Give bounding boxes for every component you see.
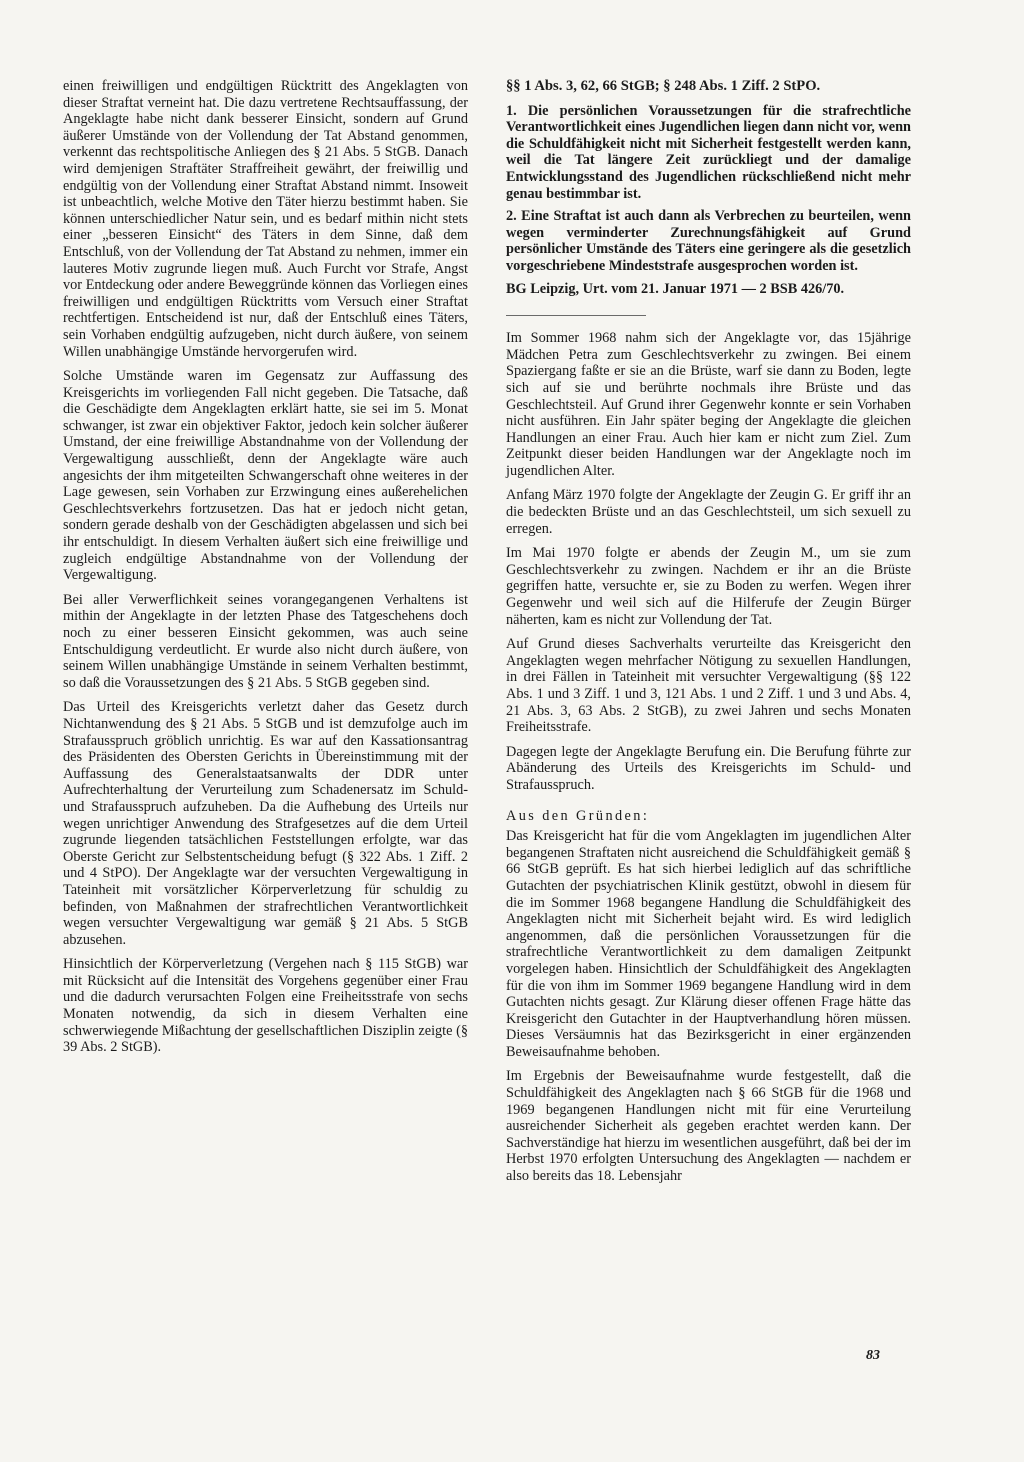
facts-paragraph: Im Mai 1970 folgte er abends der Zeugin M., um sie zum Geschlechtsverkehr zu zwingen. Nachdem er ihr an die Brüste gegriffen hatte, versuchte er, sie zu Boden zu werfen. Wegen ihrer Gegenwehr und weil sich auf die Hilferufe der Zeugin Bürger näherten, kam es nicht zur Vollendung der Tat. (506, 545, 911, 628)
paragraph: Bei aller Verwerflichkeit seines vorangegangenen Verhaltens ist mithin der Angeklagte in der letzten Phase des Tatgeschehens doch noch zu einer besseren Einsicht gekommen, was auch seine Entschuldigung verdeutlicht. Er wurde also nicht durch äußere, von seinem Willen unabhängige Umstände in seinem Verhalten bestimmt, so daß die Voraussetzungen des § 21 Abs. 5 StGB gegeben sind. (63, 591, 468, 691)
paragraph: Hinsichtlich der Körperverletzung (Vergehen nach § 115 StGB) war mit Rücksicht auf die Intensität des Vorgehens gegenüber einer Frau und die dadurch verursachten Folgen eine Freiheitsstrafe von sechs Monaten notwendig, da sich in diesem Verhalten eine schwerwiegende Mißachtung der gesellschaftlichen Disziplin zeigte (§ 39 Abs. 2 StGB). (63, 956, 468, 1056)
reasons-paragraph: Das Kreisgericht hat für die vom Angeklagten im jugendlichen Alter begangenen Straftaten nicht ausreichend die Schuldfähigkeit gemäß § 66 StGB geprüft. Es hat sich hierbei lediglich auf das schriftliche Gutachten der psychiatrischen Klinik gestützt, obwohl in diesem für die im Sommer 1968 begangene Handlung die Schuldfähigkeit des Angeklagten nicht mit Sicherheit bejaht wird. Es wird lediglich angenommen, daß die persönlichen Voraussetzungen für die strafrechtliche Verantwortlichkeit zu dem damaligen Zeitpunkt vorgelegen haben. Hinsichtlich der Schuldfähigkeit des Angeklagten für die von ihm im Sommer 1969 begangene Handlung wird in dem Gutachten nichts gesagt. Zur Klärung dieser offenen Frage hätte das Kreisgericht den Gutachter in der Hauptverhandlung hören müssen. Dieses Versäumnis hat das Bezirksgericht in einer ergänzenden Beweisaufnahme behoben. (506, 828, 911, 1060)
reasons-paragraph: Im Ergebnis der Beweisaufnahme wurde festgestellt, daß die Schuldfähigkeit des Angeklagten nach § 66 StGB für die 1968 und 1969 begangenen Handlungen nicht mit für eine Verurteilung ausreichender Sicherheit als gegeben erachtet werden kann. Der Sachverständige hat hierzu im wesentlichen ausgeführt, daß bei der im Herbst 1970 erfolgten Untersuchung des Angeklagten — nachdem er also bereits das 18. Lebensjahr (506, 1068, 911, 1185)
court-reference: BG Leipzig, Urt. vom 21. Januar 1971 — 2 BSB 426/70. (506, 280, 845, 297)
facts-paragraph: Auf Grund dieses Sachverhalts verurteilte das Kreisgericht den Angeklagten wegen mehrfacher Nötigung zu sexuellen Handlungen, in drei Fällen in Tateinheit mit versuchter Vergewaltigung (§§ 122 Abs. 1 und 3 Ziff. 1 und 3, 121 Abs. 1 und 2 Ziff. 1 und 3 und Abs. 4, 21 Abs. 3, 63 Abs. 2 StGB), zu zwei Jahren und sechs Monaten Freiheitsstrafe. (506, 636, 911, 736)
facts-paragraph: Dagegen legte der Angeklagte Berufung ein. Die Berufung führte zur Abänderung des Urteils des Kreisgerichts im Schuld- und Strafausspruch. (506, 743, 911, 793)
paragraph: Solche Umstände waren im Gegensatz zur Auffassung des Kreisgerichts im vorliegenden Fall nicht gegeben. Die Tatsache, daß die Geschädigte dem Angeklagten erklärt hatte, sie sei im 5. Monat schwanger, ist zwar ein objektiver Faktor, jedoch kein solcher äußerer Umstand, der eine freiwillige Abstandnahme von der Vollendung der Vergewaltigung ausschließt, denn der Angeklagte wäre auch angesichts der ihm mitgeteilten Schwangerschaft ohne weiteres in der Lage gewesen, sein Vorhaben zur Erzwingung eines außerehelichen Geschlechtsverkehrs fortzusetzen. Das hat er jedoch nicht getan, sondern gerade deshalb von der Geschädigten abgelassen und sich bei ihr entschuldigt. In diesem Verhalten äußert sich eine freiwillige und zugleich endgültige Abstandnahme von der Vollendung der Vergewaltigung. (63, 368, 468, 584)
left-column (63, 78, 468, 1064)
norms-heading: §§ 1 Abs. 3, 62, 66 StGB; § 248 Abs. 1 Ziff. 2 StPO. (506, 78, 821, 94)
paragraph: einen freiwilligen und endgültigen Rücktritt des Angeklagten von dieser Straftat verneint hat. Die dazu vertretene Rechtsauffassung, der Angeklagte habe nicht dank besserer Einsicht, sondern auf Grund äußerer Umstände von der Vollendung der Tat Abstand genommen, verkennt das rechtspolitische Anliegen des § 21 Abs. 5 StGB. Danach wird demjenigen Straftäter Straffreiheit gewährt, der freiwillig und endgültig von der Vollendung einer Straftat Abstand nimmt. Insoweit ist unbeachtlich, welche Motive den Täter hierzu bestimmt haben. Sie können unterschiedlicher Natur sein, und es bedarf mithin nicht stets einer „besseren Einsicht“ des Täters in dem Sinne, daß dem Entschluß, von der Vollendung der Tat Abstand zu nehmen, immer ein lauteres Motiv zugrunde liegen muß. Auch Furcht vor Strafe, Angst vor Entdeckung oder andere Beweggründe können das Vorliegen eines freiwilligen und endgültigen Rücktritts vom Versuch einer Straftat rechtfertigen. Entscheidend ist nur, daß der Entschluß eines Täters, sein Vorhaben endgültig aufzugeben, nicht durch äußere, von seinem Willen unabhängige Umstände hervorgerufen wird. (63, 78, 468, 360)
paragraph: Das Urteil des Kreisgerichts verletzt daher das Gesetz durch Nichtanwendung des § 21 Abs. 5 StGB und ist demzufolge auch im Strafausspruch gröblich unrichtig. Es war auf den Kassationsantrag des Präsidenten des Obersten Gerichts in Übereinstimmung mit der Auffassung des Generalstaatsanwalts der DDR unter Aufrechterhaltung der Verurteilung zum Schadenersatz im Schuld- und Strafausspruch aufzuheben. Da die Aufhebung des Urteils nur wegen unrichtiger Anwendung des Strafgesetzes auf die dem Urteil zugrunde liegenden tatsächlichen Feststellungen erfolgte, war das Oberste Gericht zur Selbstentscheidung befugt (§ 322 Abs. 1 Ziff. 2 und 4 StPO). Der Angeklagte war der versuchten Vergewaltigung in Tateinheit mit vorsätzlicher Körperverletzung für schuldig zu befinden, von Maßnahmen der strafrechtlichen Verantwortlichkeit wegen versuchter Vergewaltigung war gemäß § 21 Abs. 5 StGB abzusehen. (63, 699, 468, 948)
section-heading: Aus den Gründen: (506, 807, 650, 824)
headnote: 2. Eine Straftat ist auch dann als Verbrechen zu beurteilen, wenn wegen verminderter Zurechnungsfähigkeit auf Grund persönlicher Umstände des Täters eine geringere als die gesetzlich vorgeschriebene Mindeststrafe ausgesprochen worden ist. (506, 208, 911, 274)
separator-rule (506, 315, 646, 316)
right-column (506, 78, 911, 1193)
facts-paragraph: Anfang März 1970 folgte der Angeklagte der Zeugin G. Er griff ihr an die bedeckten Brüste und an das Geschlechtsteil, um sich sexuell zu erregen. (506, 487, 911, 537)
headnote: 1. Die persönlichen Voraussetzungen für die strafrechtliche Verantwortlichkeit eines Jugendlichen liegen dann nicht vor, wenn die Schuldfähigkeit nicht mit Sicherheit festgestellt werden kann, weil die Tat längere Zeit zurückliegt und der damalige Entwicklungsstand des Jugendlichen rückschließend nicht mehr genau bestimmbar ist. (506, 102, 911, 202)
page-number: 83 (866, 1348, 880, 1363)
facts-paragraph: Im Sommer 1968 nahm sich der Angeklagte vor, das 15jährige Mädchen Petra zum Geschlechtsverkehr zu zwingen. Bei einem Spaziergang faßte er sie an die Brüste, warf sie dann zu Boden, legte sich auf sie und berührte nochmals ihre Brüste und das Geschlechtsteil. Auf Grund ihrer Gegenwehr konnte er sein Vorhaben nicht ausführen. Ein Jahr später beging der Angeklagte die gleichen Handlungen an einer Frau. Auch hier kam er nicht zum Ziel. Zum Zeitpunkt dieser beiden Handlungen war der Angeklagte noch im jugendlichen Alter. (506, 330, 911, 479)
